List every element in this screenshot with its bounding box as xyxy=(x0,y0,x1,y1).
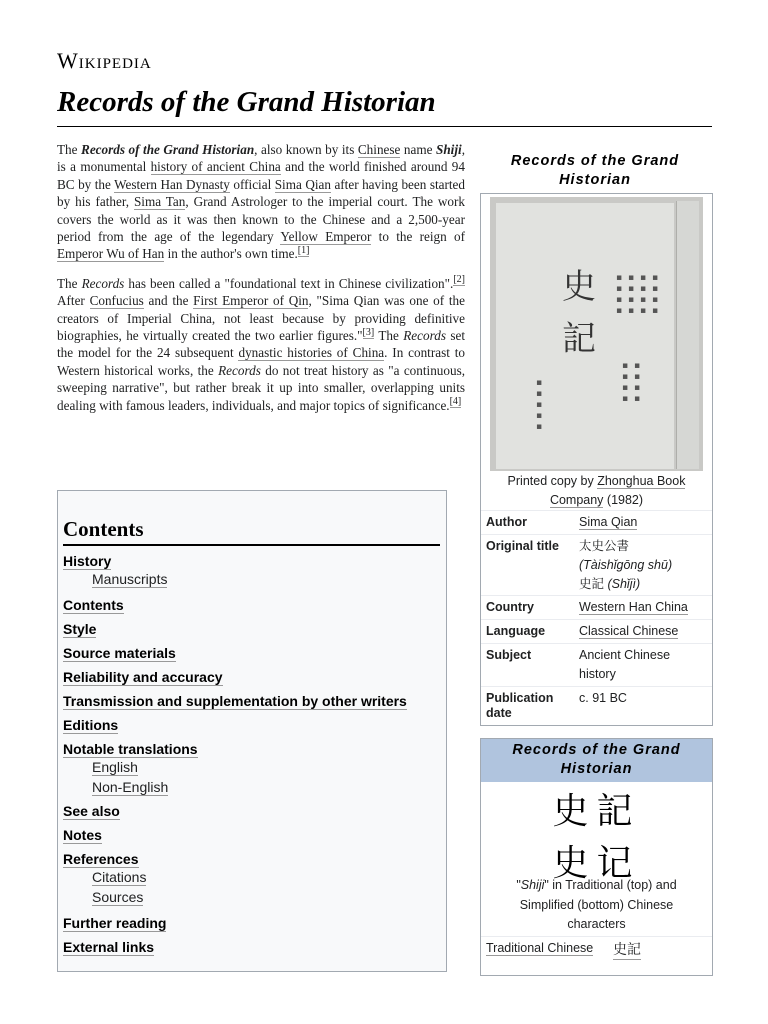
book-page xyxy=(496,203,674,469)
wiki-link[interactable]: Sima Tan xyxy=(133,194,186,210)
citation-link[interactable]: [3] xyxy=(362,326,375,338)
text-run: (Tàishǐgōng shū) xyxy=(579,558,673,572)
infobox-label: Language xyxy=(486,624,546,638)
wiki-link[interactable]: Yellow Emperor xyxy=(280,229,372,245)
toc-entry-transmission-and-supplementation-by-other-writers[interactable]: Transmission and supplementation by other writers xyxy=(63,693,407,709)
infobox-value xyxy=(579,622,709,641)
wiki-link[interactable]: Sima Qian xyxy=(579,515,638,529)
book-cover-image[interactable] xyxy=(490,197,703,471)
text-run: and the world finished around 94 BC by the xyxy=(57,159,465,192)
text-run: (Shǐjì) xyxy=(607,577,641,591)
infobox-caption: Records of the Grand Historian xyxy=(510,153,680,188)
traditional-characters: 史記 xyxy=(552,791,641,832)
text-run: Shiji xyxy=(436,142,462,157)
wiki-link[interactable]: Emperor Wu of Han xyxy=(57,246,165,262)
text-run: After xyxy=(57,293,90,309)
toc-entry-further-reading[interactable]: Further reading xyxy=(63,915,167,931)
intro-paragraph-2 xyxy=(57,275,465,414)
text-run: and the xyxy=(143,293,194,309)
text-run: , Grand Astrologer to the imperial court. The work covers the world as it was then known to the Chinese and a 2,500-year period from the age of the legendary xyxy=(57,194,466,245)
zhonghua-link[interactable]: Zhonghua Book Company xyxy=(549,474,686,507)
infobox-row-subject xyxy=(481,643,712,687)
text-run: " in Traditional (top) and Simplified (bottom) Chinese characters xyxy=(519,878,677,931)
text-run: Records xyxy=(403,328,446,344)
wiki-link[interactable]: Western Han China xyxy=(579,600,688,614)
wiki-link[interactable]: Classical Chinese xyxy=(579,624,679,638)
text-run: name xyxy=(400,142,437,157)
wiki-link[interactable]: Western Han Dynasty xyxy=(114,176,230,192)
infobox-value xyxy=(579,537,709,594)
toc-entry-sources[interactable]: Sources xyxy=(92,889,144,905)
toc-title: Contents xyxy=(63,517,144,541)
text-run: Records xyxy=(218,362,261,378)
title-divider xyxy=(57,126,712,127)
infobox-chinese-header: Records of the Grand Historian xyxy=(481,739,712,782)
image-caption-text: Printed copy by xyxy=(507,474,598,488)
toc-entry-contents[interactable]: Contents xyxy=(63,597,124,613)
wiki-link[interactable]: Chinese xyxy=(357,142,401,157)
cover-column: ▪ ▪ ▪ ▪ xyxy=(634,361,641,404)
toc-entry-style[interactable]: Style xyxy=(63,621,97,637)
traditional-chinese-value[interactable]: 史記 xyxy=(613,939,641,960)
book-page-right xyxy=(676,201,699,469)
image-caption xyxy=(489,472,704,510)
text-run: to the reign of xyxy=(371,229,465,245)
traditional-chinese-link[interactable]: Traditional Chinese xyxy=(486,941,594,955)
text-run: do not treat history as "a continuous, sweeping narrative", but rather break it up into smaller, overlapping units dealing with famous leaders, individuals, and major topics of significance. xyxy=(57,362,466,413)
wiki-link[interactable]: history of ancient China xyxy=(150,159,281,175)
simplified-characters: 史记 xyxy=(552,843,641,884)
text-run: " xyxy=(516,878,521,892)
infobox-chinese-name xyxy=(480,738,713,976)
infobox-label: Publication date xyxy=(486,691,554,720)
toc-entry-history[interactable]: History xyxy=(63,553,112,569)
citation-link[interactable]: [4] xyxy=(449,396,462,408)
infobox-row-publication-date xyxy=(481,686,712,725)
toc-entry-english[interactable]: English xyxy=(92,759,138,775)
infobox-label: Author xyxy=(486,515,527,529)
text-run: in the author's own time. xyxy=(164,246,298,262)
text-run: 史記 xyxy=(579,577,608,591)
wiki-link[interactable]: Confucius xyxy=(89,293,144,309)
text-run: , also known by its xyxy=(254,142,358,157)
text-run: The xyxy=(57,275,82,291)
text-run: has been called a "foundational text in Chinese civilization". xyxy=(124,275,454,291)
toc-entry-see-also[interactable]: See also xyxy=(63,803,120,819)
cover-title-char-1: 史 xyxy=(562,267,596,307)
cover-column: ▪ ▪ ▪ ▪ ▪ xyxy=(536,378,543,432)
toc-entry-external-links[interactable]: External links xyxy=(63,939,155,955)
text-run: official xyxy=(229,176,275,192)
image-caption-year: (1982) xyxy=(603,493,644,507)
cover-title-char-2: 記 xyxy=(562,319,596,359)
chinese-characters-caption xyxy=(491,876,702,935)
toc-entry-notes[interactable]: Notes xyxy=(63,827,102,843)
text-run: after having been started by his father, xyxy=(57,176,465,210)
toc-divider xyxy=(63,544,440,546)
citation-link[interactable]: [2] xyxy=(453,274,465,286)
infobox-row-language xyxy=(481,619,712,644)
infobox-book xyxy=(480,193,713,726)
text-run: Records of the Grand Historian xyxy=(81,142,255,157)
infobox-value xyxy=(579,513,709,532)
toc-entry-editions[interactable]: Editions xyxy=(63,717,119,733)
cover-column: ▪ ▪ ▪ ▪ xyxy=(616,273,623,316)
infobox-label: Subject xyxy=(486,648,532,662)
citation-link[interactable]: [1] xyxy=(297,245,310,257)
wiki-link[interactable]: dynastic histories of China xyxy=(238,345,385,361)
toc-entry-notable-translations[interactable]: Notable translations xyxy=(63,741,198,757)
text-run: . In contrast to Western historical works, the xyxy=(57,345,465,378)
text-run: The xyxy=(374,328,404,344)
infobox-label: Original title xyxy=(486,539,559,553)
text-run: 太史公書 xyxy=(579,539,630,553)
text-run: , "Sima Qian was one of the creators of Imperial China, not least because by providing definitive biographies, he virtually created the two earlier figures." xyxy=(57,293,465,344)
article-body xyxy=(57,141,465,426)
intro-paragraph-1 xyxy=(57,141,465,263)
toc-entry-reliability-and-accuracy[interactable]: Reliability and accuracy xyxy=(63,669,223,685)
toc-entry-references[interactable]: References xyxy=(63,851,139,867)
wikipedia-logo[interactable]: Wikipedia xyxy=(57,48,152,73)
text-run: Shiji xyxy=(520,878,545,892)
text-run: Records xyxy=(81,275,125,291)
cover-column: ▪ ▪ ▪ ▪ xyxy=(622,361,629,404)
text-run: , is a monumental xyxy=(57,142,465,175)
text-run: The xyxy=(57,142,82,157)
infobox-value xyxy=(579,646,709,684)
table-of-contents xyxy=(57,490,447,972)
infobox-row-original-title xyxy=(481,534,712,596)
wiki-link[interactable]: Sima Qian xyxy=(274,176,331,192)
cover-column: ▪ ▪ ▪ ▪ xyxy=(628,273,635,316)
infobox-row-author xyxy=(481,510,712,535)
text-run: Ancient Chinese history xyxy=(579,648,671,681)
cover-column: ▪ ▪ ▪ ▪ xyxy=(640,273,647,316)
toc-entry-non-english[interactable]: Non-English xyxy=(92,779,169,795)
infobox-row-traditional xyxy=(481,936,712,967)
infobox-value xyxy=(579,598,709,617)
toc-entry-manuscripts[interactable]: Manuscripts xyxy=(92,571,168,587)
infobox-label: Country xyxy=(486,600,534,614)
text-run: c. 91 BC xyxy=(579,691,627,705)
cover-column: ▪ ▪ ▪ ▪ xyxy=(652,273,659,316)
page-title: Records of the Grand Historian xyxy=(57,86,436,118)
infobox-row-country xyxy=(481,595,712,620)
toc-entry-citations[interactable]: Citations xyxy=(92,869,147,885)
infobox-value xyxy=(579,689,709,708)
text-run: set the model for the 24 subsequent xyxy=(57,328,465,361)
toc-entry-source-materials[interactable]: Source materials xyxy=(63,645,176,661)
wiki-link[interactable]: First Emperor of Qin xyxy=(193,293,309,309)
